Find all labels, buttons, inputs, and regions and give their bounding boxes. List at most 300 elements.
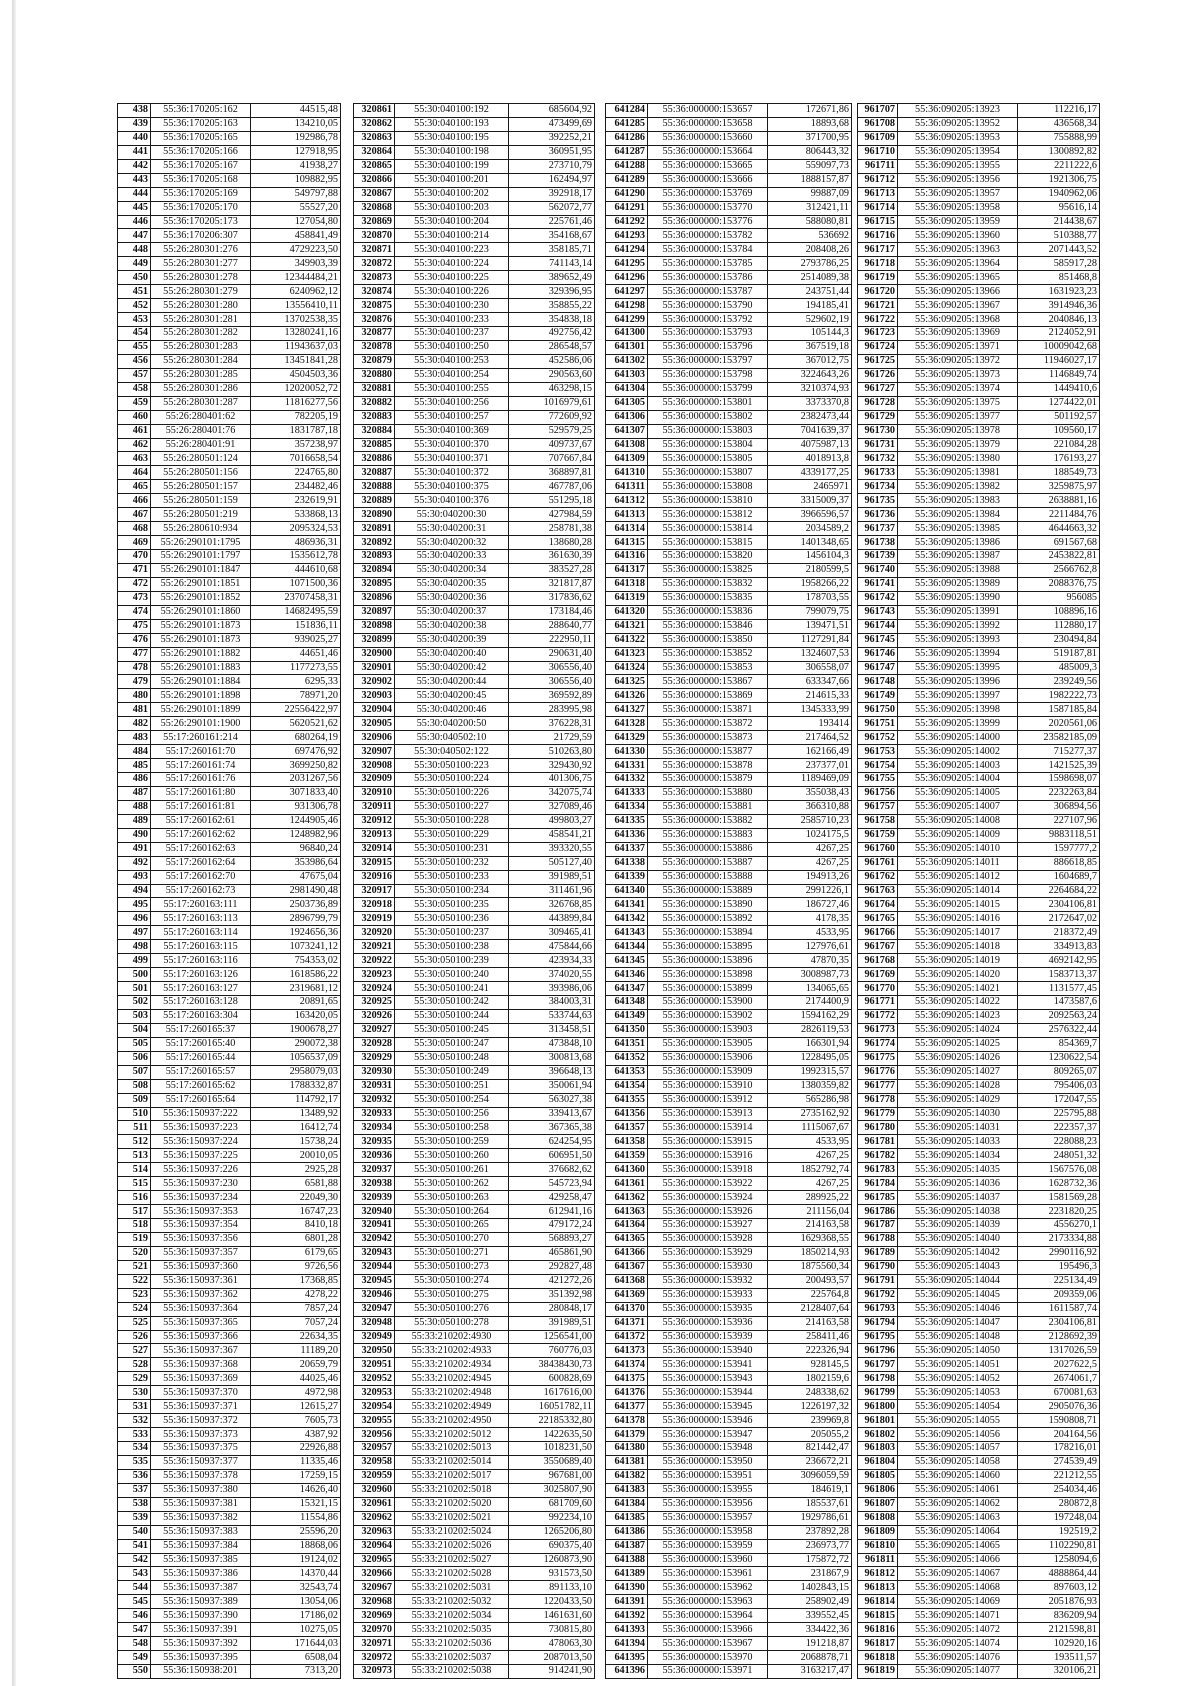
table-row [354,522,595,536]
cadastral-number: 55:36:090205:14039 [898,1219,1018,1233]
cadastral-value: 533868,13 [251,508,341,522]
row-number: 961750 [858,703,898,717]
table-row [606,159,852,173]
row-number: 961732 [858,452,898,466]
cadastral-value: 1929786,61 [768,1511,852,1525]
row-number: 961739 [858,550,898,564]
row-number: 476 [118,633,151,647]
cadastral-value: 258902,49 [768,1595,852,1609]
table-row [606,619,852,633]
row-number: 641326 [606,689,648,703]
table-row [858,1623,1100,1637]
row-number: 641346 [606,968,648,982]
cadastral-value: 1258094,6 [1018,1553,1100,1567]
table-row [118,717,341,731]
table-row [858,1455,1100,1469]
cadastral-number: 55:26:290101:1883 [151,661,251,675]
row-number: 320884 [354,424,395,438]
cadastral-number: 55:36:000000:153804 [648,438,768,452]
table-row [858,1497,1100,1511]
cadastral-value: 96840,24 [251,842,341,856]
table-row [606,591,852,605]
row-number: 961809 [858,1525,898,1539]
cadastral-value: 4692142,95 [1018,954,1100,968]
cadastral-number: 55:36:090205:14005 [898,786,1018,800]
cadastral-number: 55:36:090205:13972 [898,354,1018,368]
row-number: 501 [118,982,151,996]
cadastral-value: 536692 [768,229,852,243]
row-number: 641380 [606,1442,648,1456]
cadastral-value: 214438,67 [1018,215,1100,229]
table-row [606,1595,852,1609]
cadastral-value: 306556,40 [509,675,595,689]
row-number: 641298 [606,299,648,313]
row-number: 961723 [858,327,898,341]
cadastral-value: 217464,52 [768,731,852,745]
cadastral-number: 55:33:210202:5034 [395,1609,509,1623]
row-number: 961718 [858,257,898,271]
cadastral-value: 1248982,96 [251,828,341,842]
cadastral-number: 55:30:050100:264 [395,1205,509,1219]
cadastral-value: 2071443,52 [1018,243,1100,257]
table-row [858,1302,1100,1316]
row-number: 320861 [354,104,395,118]
table-row [858,563,1100,577]
table-row [354,814,595,828]
row-number: 448 [118,243,151,257]
row-number: 544 [118,1581,151,1595]
cadastral-number: 55:36:000000:153947 [648,1428,768,1442]
table-row [118,954,341,968]
cadastral-value: 222357,37 [1018,1121,1100,1135]
row-number: 320889 [354,494,395,508]
row-number: 641334 [606,800,648,814]
row-number: 320934 [354,1121,395,1135]
row-number: 961775 [858,1051,898,1065]
cadastral-value: 600828,69 [509,1372,595,1386]
cadastral-number: 55:36:170205:162 [151,104,251,118]
table-row [354,591,595,605]
row-number: 641293 [606,229,648,243]
cadastral-number: 55:36:000000:153802 [648,410,768,424]
cadastral-value: 17368,85 [251,1274,341,1288]
cadastral-number: 55:36:000000:153970 [648,1651,768,1665]
cadastral-value: 13556410,11 [251,299,341,313]
cadastral-value: 248338,62 [768,1386,852,1400]
table-row [354,1386,595,1400]
cadastral-value: 151836,11 [251,619,341,633]
row-number: 320966 [354,1567,395,1581]
table-row [858,1316,1100,1330]
table-row [118,1023,341,1037]
table-row [858,1232,1100,1246]
cadastral-number: 55:30:040100:255 [395,382,509,396]
cadastral-number: 55:30:040200:31 [395,522,509,536]
row-number: 523 [118,1288,151,1302]
table-row [118,1553,341,1567]
row-number: 961819 [858,1665,898,1679]
cadastral-number: 55:17:260162:73 [151,884,251,898]
row-number: 961747 [858,661,898,675]
row-number: 641361 [606,1177,648,1191]
cadastral-number: 55:36:000000:153850 [648,633,768,647]
row-number: 320924 [354,982,395,996]
row-number: 961740 [858,563,898,577]
cadastral-number: 55:36:000000:153946 [648,1414,768,1428]
cadastral-value: 317836,62 [509,591,595,605]
cadastral-number: 55:17:260163:304 [151,1009,251,1023]
cadastral-value: 6801,28 [251,1232,341,1246]
cadastral-value: 606951,50 [509,1149,595,1163]
table-row [606,1288,852,1302]
table-row [858,550,1100,564]
table-row [606,1219,852,1233]
table-row [858,313,1100,327]
cadastral-number: 55:36:000000:153941 [648,1358,768,1372]
table-row [354,117,595,131]
table-row [118,1177,341,1191]
table-row [606,1274,852,1288]
row-number: 443 [118,173,151,187]
cadastral-value: 12615,27 [251,1400,341,1414]
table-row [354,1093,595,1107]
cadastral-number: 55:26:290101:1860 [151,605,251,619]
cadastral-number: 55:36:170205:173 [151,215,251,229]
row-number: 961716 [858,229,898,243]
cadastral-number: 55:36:000000:153933 [648,1288,768,1302]
cadastral-number: 55:30:050100:232 [395,856,509,870]
cadastral-value: 3373370,8 [768,396,852,410]
cadastral-number: 55:30:050100:249 [395,1065,509,1079]
table-row [606,605,852,619]
cadastral-number: 55:30:040100:371 [395,452,509,466]
table-row [354,1107,595,1121]
table-row [354,1581,595,1595]
table-row [858,1163,1100,1177]
cadastral-value: 501192,57 [1018,410,1100,424]
table-row [606,633,852,647]
cadastral-value: 38438430,73 [509,1358,595,1372]
row-number: 320882 [354,396,395,410]
cadastral-number: 55:36:000000:153867 [648,675,768,689]
cadastral-number: 55:36:000000:153956 [648,1497,768,1511]
table-row [118,828,341,842]
cadastral-value: 225761,46 [509,215,595,229]
cadastral-number: 55:36:000000:153916 [648,1149,768,1163]
table-column-4 [857,103,1100,1679]
cadastral-number: 55:30:040502:122 [395,745,509,759]
cadastral-value: 1924656,36 [251,926,341,940]
row-number: 471 [118,563,151,577]
table-row [354,382,595,396]
table-row [118,173,341,187]
row-number: 516 [118,1191,151,1205]
cadastral-number: 55:33:210202:5027 [395,1553,509,1567]
row-number: 641357 [606,1121,648,1135]
row-number: 530 [118,1386,151,1400]
table-row [858,661,1100,675]
table-row [354,717,595,731]
cadastral-value: 192519,2 [1018,1525,1100,1539]
cadastral-number: 55:36:000000:153896 [648,954,768,968]
cadastral-value: 225795,88 [1018,1107,1100,1121]
row-number: 961736 [858,508,898,522]
row-number: 320930 [354,1065,395,1079]
cadastral-number: 55:33:210202:5028 [395,1567,509,1581]
cadastral-value: 478063,30 [509,1637,595,1651]
cadastral-value: 2925,28 [251,1163,341,1177]
cadastral-value: 354838,18 [509,313,595,327]
row-number: 641288 [606,159,648,173]
cadastral-value: 221084,28 [1018,438,1100,452]
cadastral-number: 55:36:000000:153906 [648,1051,768,1065]
cadastral-number: 55:36:000000:153914 [648,1121,768,1135]
row-number: 502 [118,996,151,1010]
cadastral-value: 194913,26 [768,870,852,884]
row-number: 961786 [858,1205,898,1219]
cadastral-value: 4267,25 [768,842,852,856]
row-number: 961745 [858,633,898,647]
cadastral-value: 358855,22 [509,299,595,313]
row-number: 470 [118,550,151,564]
cadastral-value: 2585710,23 [768,814,852,828]
cadastral-number: 55:36:000000:153853 [648,661,768,675]
cadastral-value: 6508,04 [251,1651,341,1665]
table-row [118,605,341,619]
cadastral-number: 55:30:040200:40 [395,647,509,661]
row-number: 961744 [858,619,898,633]
row-number: 320968 [354,1595,395,1609]
cadastral-value: 2092563,24 [1018,1009,1100,1023]
row-number: 320967 [354,1581,395,1595]
cadastral-number: 55:36:090205:14036 [898,1177,1018,1191]
row-number: 961772 [858,1009,898,1023]
cadastral-value: 715277,37 [1018,745,1100,759]
table-row [606,257,852,271]
table-row [118,814,341,828]
cadastral-value: 1617616,00 [509,1386,595,1400]
cadastral-number: 55:36:090205:14014 [898,884,1018,898]
row-number: 520 [118,1246,151,1260]
row-number: 320922 [354,954,395,968]
row-number: 533 [118,1428,151,1442]
table-row [858,1149,1100,1163]
table-row [118,1302,341,1316]
row-number: 465 [118,480,151,494]
row-number: 641310 [606,466,648,480]
cadastral-number: 55:36:090205:14017 [898,926,1018,940]
row-number: 320928 [354,1037,395,1051]
row-number: 961743 [858,605,898,619]
cadastral-number: 55:36:150937:364 [151,1302,251,1316]
cadastral-value: 392918,17 [509,187,595,201]
cadastral-number: 55:36:090205:14029 [898,1093,1018,1107]
cadastral-number: 55:36:000000:153918 [648,1163,768,1177]
cadastral-number: 55:26:290101:1797 [151,550,251,564]
cadastral-number: 55:30:050100:276 [395,1302,509,1316]
cadastral-value: 549797,88 [251,187,341,201]
cadastral-value: 286548,57 [509,340,595,354]
cadastral-number: 55:36:000000:153959 [648,1539,768,1553]
cadastral-value: 290563,60 [509,368,595,382]
cadastral-number: 55:36:090205:14030 [898,1107,1018,1121]
cadastral-value: 393986,06 [509,982,595,996]
cadastral-number: 55:36:090205:13977 [898,410,1018,424]
cadastral-number: 55:36:090205:13979 [898,438,1018,452]
table-row [354,313,595,327]
cadastral-number: 55:30:040200:30 [395,508,509,522]
cadastral-value: 4888864,44 [1018,1567,1100,1581]
row-number: 641323 [606,647,648,661]
row-number: 479 [118,675,151,689]
row-number: 961754 [858,759,898,773]
cadastral-value: 127976,61 [768,940,852,954]
table-row [118,1191,341,1205]
table-row [606,1121,852,1135]
cadastral-value: 2128692,39 [1018,1330,1100,1344]
cadastral-value: 730815,80 [509,1623,595,1637]
row-number: 961804 [858,1455,898,1469]
cadastral-value: 741143,14 [509,257,595,271]
row-number: 961796 [858,1344,898,1358]
cadastral-value: 108896,16 [1018,605,1100,619]
cadastral-number: 55:36:150937:373 [151,1428,251,1442]
row-number: 961759 [858,828,898,842]
cadastral-number: 55:30:040200:42 [395,661,509,675]
cadastral-value: 368897,81 [509,466,595,480]
cadastral-value: 288640,77 [509,619,595,633]
cadastral-number: 55:30:050100:244 [395,1009,509,1023]
cadastral-number: 55:33:210202:4934 [395,1358,509,1372]
table-row [606,1665,852,1679]
table-row [118,968,341,982]
cadastral-number: 55:30:050100:262 [395,1177,509,1191]
cadastral-number: 55:26:280501:219 [151,508,251,522]
cadastral-number: 55:30:050100:254 [395,1093,509,1107]
row-number: 961737 [858,522,898,536]
cadastral-number: 55:36:000000:153820 [648,550,768,564]
row-number: 641315 [606,536,648,550]
table-row [858,299,1100,313]
row-number: 641371 [606,1316,648,1330]
cadastral-number: 55:36:090205:14077 [898,1665,1018,1679]
cadastral-number: 55:26:290101:1899 [151,703,251,717]
cadastral-value: 499803,27 [509,814,595,828]
table-row [606,1525,852,1539]
cadastral-value: 2087013,50 [509,1651,595,1665]
cadastral-number: 55:36:150938:201 [151,1665,251,1679]
cadastral-value: 1456104,3 [768,550,852,564]
table-row [118,187,341,201]
table-row [118,926,341,940]
table-row [606,215,852,229]
cadastral-value: 421272,26 [509,1274,595,1288]
cadastral-value: 2121598,81 [1018,1623,1100,1637]
cadastral-number: 55:36:090205:13969 [898,327,1018,341]
cadastral-value: 209359,06 [1018,1288,1100,1302]
row-number: 641320 [606,605,648,619]
cadastral-number: 55:17:260161:70 [151,745,251,759]
table-row [354,800,595,814]
table-row [354,508,595,522]
cadastral-value: 214163,58 [768,1316,852,1330]
table-row [354,536,595,550]
cadastral-number: 55:36:000000:153929 [648,1246,768,1260]
cadastral-number: 55:36:150937:383 [151,1525,251,1539]
cadastral-number: 55:30:040100:250 [395,340,509,354]
table-row [606,563,852,577]
row-number: 641379 [606,1428,648,1442]
row-number: 641335 [606,814,648,828]
cadastral-value: 458841,49 [251,229,341,243]
cadastral-number: 55:36:150937:230 [151,1177,251,1191]
cadastral-number: 55:36:090205:14060 [898,1469,1018,1483]
table-row [858,675,1100,689]
table-row [118,243,341,257]
row-number: 543 [118,1567,151,1581]
cadastral-number: 55:36:090205:13975 [898,396,1018,410]
cadastral-value: 1598698,07 [1018,773,1100,787]
row-number: 641305 [606,396,648,410]
table-row [858,1177,1100,1191]
cadastral-number: 55:36:000000:153962 [648,1581,768,1595]
cadastral-number: 55:36:090205:13968 [898,313,1018,327]
cadastral-number: 55:30:040100:370 [395,438,509,452]
cadastral-value: 891133,10 [509,1581,595,1595]
cadastral-number: 55:36:170205:163 [151,117,251,131]
table-row [118,619,341,633]
table-row [858,1637,1100,1651]
table-row [354,982,595,996]
table-row [858,1260,1100,1274]
table-row [606,424,852,438]
row-number: 440 [118,131,151,145]
table-row [354,466,595,480]
cadastral-value: 55527,20 [251,201,341,215]
cadastral-value: 760776,03 [509,1344,595,1358]
cadastral-value: 690375,40 [509,1539,595,1553]
row-number: 320932 [354,1093,395,1107]
cadastral-value: 320106,21 [1018,1665,1100,1679]
table-row [354,1469,595,1483]
table-row [354,577,595,591]
cadastral-value: 389652,49 [509,271,595,285]
cadastral-number: 55:30:050100:271 [395,1246,509,1260]
cadastral-number: 55:36:090205:14024 [898,1023,1018,1037]
cadastral-number: 55:36:150937:354 [151,1219,251,1233]
row-number: 461 [118,424,151,438]
row-number: 320901 [354,661,395,675]
row-number: 320965 [354,1553,395,1567]
cadastral-value: 197248,04 [1018,1511,1100,1525]
row-number: 961780 [858,1121,898,1135]
cadastral-number: 55:36:090205:14076 [898,1651,1018,1665]
cadastral-number: 55:36:000000:153930 [648,1260,768,1274]
row-number: 641299 [606,313,648,327]
table-row [858,996,1100,1010]
row-number: 320929 [354,1051,395,1065]
cadastral-value: 274539,49 [1018,1455,1100,1469]
cadastral-value: 25596,20 [251,1525,341,1539]
table-row [354,870,595,884]
cadastral-number: 55:30:040100:195 [395,131,509,145]
cadastral-number: 55:30:040100:202 [395,187,509,201]
table-row [606,438,852,452]
table-row [118,940,341,954]
table-row [118,1539,341,1553]
cadastral-value: 329396,95 [509,285,595,299]
table-row [354,745,595,759]
